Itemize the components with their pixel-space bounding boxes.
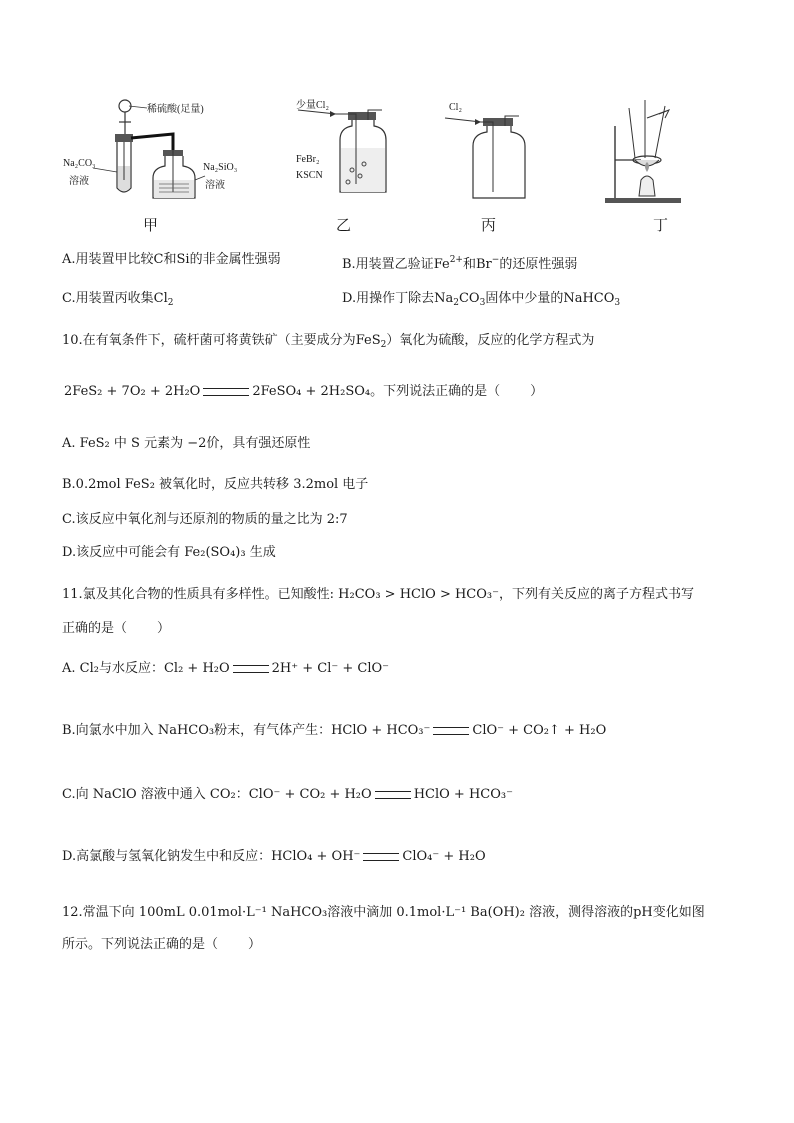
apparatus-ding — [595, 88, 695, 238]
q9-option-a: A.用装置甲比较C和Si的非金属性强弱 — [62, 252, 281, 267]
jia-caption: 甲 — [143, 216, 159, 234]
q11-stem-line-2: 正确的是（ ） — [62, 621, 171, 636]
q11-stem-line-1: 11.氯及其化合物的性质具有多样性。已知酸性: H₂CO₃ > HClO > HCO₃⁻，下列有关反应的离子方程式书写 — [62, 587, 694, 602]
q12-stem-line-1: 12.常温下向 100mL 0.01mol·L⁻¹ NaHCO₃溶液中滴加 0.1mol·L⁻¹ Ba(OH)₂ 溶液，测得溶液的pH变化如图 — [62, 905, 705, 920]
bing-gas-label: Cl₂ — [449, 102, 462, 113]
q11-option-d: D.高氯酸与氢氧化钠发生中和反应：HClO₄ + OH⁻ ClO₄⁻ + H₂O — [62, 849, 486, 864]
jia-acid-label: 稀硫酸(足量) — [147, 104, 204, 115]
equals-sign — [363, 853, 399, 861]
q9-option-c: C.用装置丙收集$Cl_2$ — [62, 291, 174, 308]
jia-left-reagent: Na₂CO₃ — [63, 158, 96, 169]
q10-option-a: A. FeS₂ 中 S 元素为 −2价，具有强还原性 — [62, 436, 311, 451]
apparatus-figure — [55, 88, 695, 238]
q10-equation: 2FeS₂ + 7O₂ + 2H₂O 2FeSO₄ + 2H₂SO₄。下列说法正确的是（ ） — [64, 384, 544, 399]
apparatus-yi — [290, 88, 410, 238]
ding-caption: 丁 — [653, 216, 669, 234]
q11-option-b: B.向氯水中加入 NaHCO₃粉末，有气体产生：HClO + HCO₃⁻ ClO⁻ + CO₂↑ + H₂O — [62, 723, 607, 738]
apparatus-ding-drawing — [595, 88, 695, 208]
equals-sign — [203, 388, 249, 396]
yi-caption: 乙 — [336, 216, 352, 234]
q10-option-d: D.该反应中可能会有 Fe₂(SO₄)₃ 生成 — [62, 545, 276, 560]
apparatus-jia — [55, 88, 255, 238]
yi-reagent-2: KSCN — [296, 170, 323, 181]
equals-sign — [433, 727, 469, 735]
jia-right-reagent: Na₂SiO₃ — [203, 162, 238, 173]
jia-left-reagent-solution: 溶液 — [69, 176, 89, 187]
q12-stem-line-2: 所示。下列说法正确的是（ ） — [62, 937, 262, 952]
q10-stem: 10.在有氧条件下，硫杆菌可将黄铁矿（主要成分为FeS$_2$）氧化为硫酸，反应的化学方程式为 — [62, 333, 595, 350]
bing-caption: 丙 — [481, 216, 497, 234]
q11-option-a: A. Cl₂与水反应：Cl₂ + H₂O 2H⁺ + Cl⁻ + ClO⁻ — [62, 661, 390, 676]
q11-option-c: C.向 NaClO 溶液中通入 CO₂：ClO⁻ + CO₂ + H₂O HClO + HCO₃⁻ — [62, 787, 513, 802]
apparatus-bing — [435, 88, 545, 238]
equals-sign — [233, 665, 269, 673]
equals-sign — [375, 791, 411, 799]
q10-option-c: C.该反应中氧化剂与还原剂的物质的量之比为 2:7 — [62, 512, 348, 527]
yi-reagent-1: FeBr₂ — [296, 154, 320, 165]
yi-gas-label: 少量Cl₂ — [296, 100, 329, 111]
jia-right-reagent-solution: 溶液 — [205, 180, 225, 191]
q9-option-d: D.用操作丁除去$Na_2CO_3$固体中少量的NaHCO$_3$ — [342, 291, 621, 308]
q9-option-b: B.用装置乙验证$Fe^{2+}$和Br−的还原性强弱 — [342, 255, 578, 272]
q10-option-b: B.0.2mol FeS₂ 被氧化时，反应共转移 3.2mol 电子 — [62, 477, 369, 492]
